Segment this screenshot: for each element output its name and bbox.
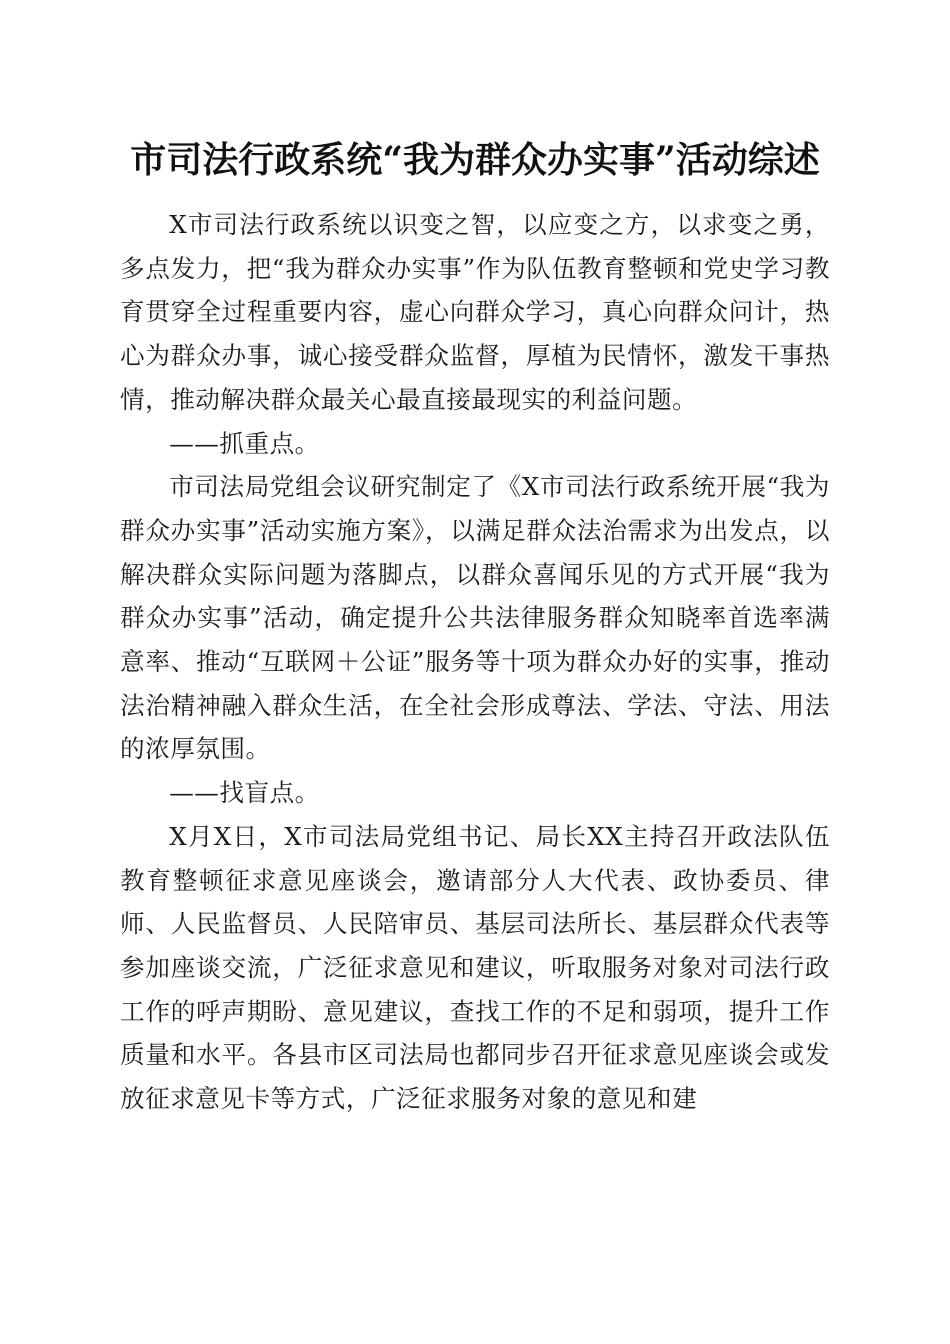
blind-spots-paragraph: X月X日，X市司法局党组书记、局长XX主持召开政法队伍教育整顿征求意见座谈会，邀请部分人大代表、政协委员、律师、人民监督员、人民陪审员、基层司法所长、基层群众代表等参加座谈交流，广泛征求意见和建议，听取服务对象对司法行政工作的呼声期盼、意见建议，查找工作的不足和弱项，提升工作质量和水平。各县市区司法局也都同步召开征求意见座谈会或发放征求意见卡等方式，广泛征求服务对象的意见和建: [120, 821, 830, 1114]
document-title: 市司法行政系统“我为群众办实事”活动综述: [130, 139, 820, 181]
section-heading-key-points: ——抓重点。: [169, 428, 320, 458]
intro-paragraph: X市司法行政系统以识变之智，以应变之方，以求变之勇，多点发力，把“我为群众办实事”作为队伍教育整顿和党史学习教育贯穿全过程重要内容，虚心向群众学习，真心向群众问计，热心为群众办事，诚心接受群众监督，厚植为民情怀，激发干事热情，推动解决群众最关心最直接最现实的利益问题。: [120, 210, 830, 414]
key-points-paragraph: 市司法局党组会议研究制定了《X市司法行政系统开展“我为群众办实事”活动实施方案》，以满足群众法治需求为出发点，以解决群众实际问题为落脚点，以群众喜闻乐见的方式开展“我为群众办实事”活动，确定提升公共法律服务群众知晓率首选率满意率、推动“互联网＋公证”服务等十项为群众办好的实事，推动法治精神融入群众生活，在全社会形成尊法、学法、守法、用法的浓厚氛围。: [120, 472, 830, 764]
document-body: [120, 203, 830, 1121]
section-heading-blind-spots: ——找盲点。: [169, 778, 320, 808]
